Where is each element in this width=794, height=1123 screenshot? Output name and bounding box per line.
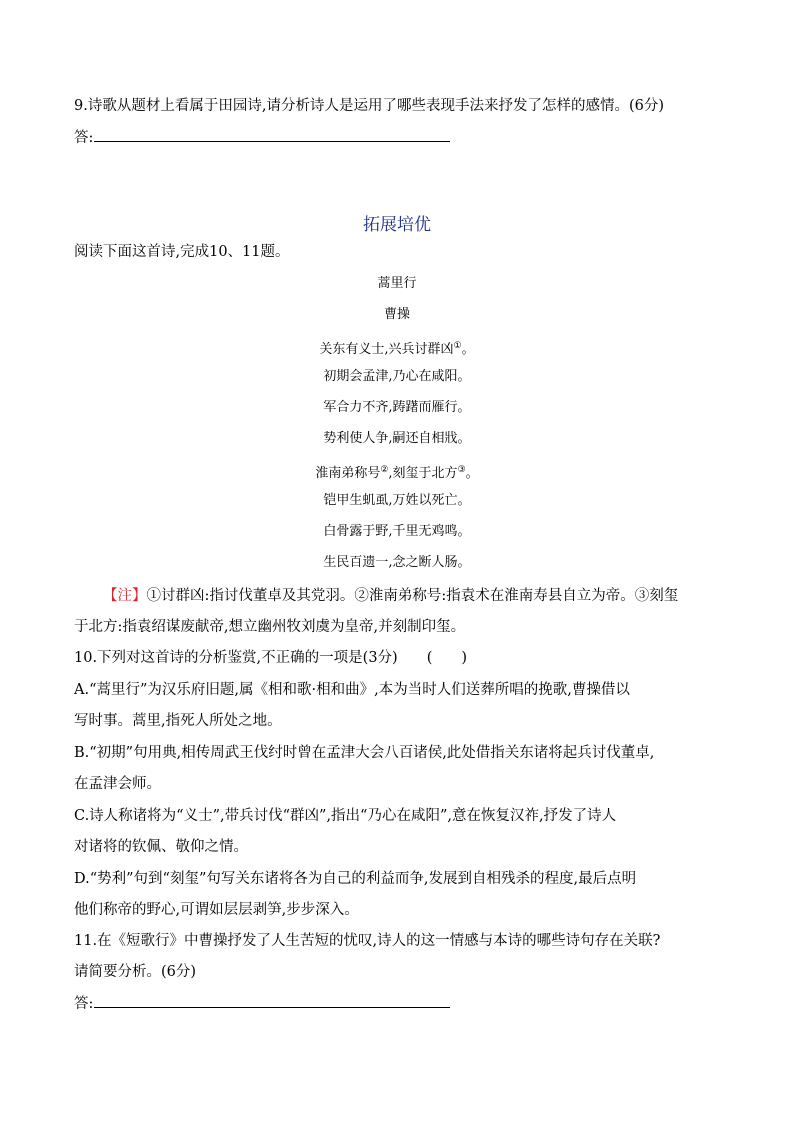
poem-line: 生民百遗一,念之断人肠。 [323, 555, 471, 570]
option-b-cont: 在孟津会师。 [74, 776, 161, 792]
poem-line: 军合力不齐,踌躇而雁行。 [323, 400, 471, 415]
answer-blank-line[interactable] [94, 993, 450, 1008]
answer-label: 答: [74, 996, 94, 1012]
note-tag: 【注】 [103, 588, 147, 604]
section-title: 拓展培优 [363, 215, 431, 235]
option-c: C.诗人称诸将为“义士”,带兵讨伐“群凶”,指出“乃心在咸阳”,意在恢复汉祚,抒发了诗人 [74, 808, 617, 824]
poem-line: 铠甲生虮虱,万姓以死亡。 [323, 493, 471, 508]
poem-title: 蒿里行 [377, 276, 417, 291]
option-d: D.“势利”句到“刻玺”句写关东诸将各为自己的利益而争,发展到自相残杀的程度,最后点明 [74, 871, 637, 887]
reading-instruction: 阅读下面这首诗,完成10、11题。 [74, 244, 290, 260]
footnote-marker: ① [453, 341, 462, 351]
poem-author: 曹操 [383, 307, 410, 322]
note-line-1: 【注】①讨群凶:指讨伐董卓及其党羽。②淮南弟称号:指袁术在淮南寿县自立为帝。③刻玺 [103, 588, 679, 604]
poem-line: 关东有义士,兴兵讨群凶①。 [319, 341, 475, 357]
poem-line: 初期会孟津,乃心在咸阳。 [323, 369, 471, 384]
question-10: 10.下列对这首诗的分析鉴赏,不正确的一项是(3分) ( ) [74, 650, 468, 666]
answer-label: 答: [74, 130, 94, 146]
answer-11[interactable] [74, 993, 450, 1014]
question-11: 11.在《短歌行》中曹操抒发了人生苦短的忧叹,诗人的这一情感与本诗的哪些诗句存在关联? [74, 933, 661, 949]
question-9: 9.诗歌从题材上看属于田园诗,请分析诗人是运用了哪些表现手法来抒发了怎样的感情。(6分) [74, 98, 664, 114]
question-11-cont: 请简要分析。(6分) [74, 964, 197, 980]
option-d-cont: 他们称帝的野心,可谓如层层剥笋,步步深入。 [74, 902, 359, 918]
option-a-cont: 写时事。蒿里,指死人所处之地。 [74, 713, 282, 729]
note-line-2: 于北方:指袁绍谋废献帝,想立幽州牧刘虞为皇帝,并刻制印玺。 [74, 619, 466, 635]
poem-line: 白骨露于野,千里无鸡鸣。 [323, 524, 471, 539]
footnote-marker: ③ [457, 465, 466, 475]
answer-blank-line[interactable] [94, 127, 450, 142]
poem-line: 势利使人争,嗣还自相戕。 [323, 431, 471, 446]
option-c-cont: 对诸将的钦佩、敬仰之情。 [74, 839, 248, 855]
option-a: A.“蒿里行”为汉乐府旧题,属《相和歌·相和曲》,本为当时人们送葬所唱的挽歌,曹操借以 [74, 682, 630, 698]
answer-9[interactable] [74, 127, 450, 148]
option-b: B.“初期”句用典,相传周武王伐纣时曾在孟津大会八百诸侯,此处借指关东诸将起兵讨伐董卓, [74, 745, 655, 761]
footnote-marker: ② [380, 465, 389, 475]
poem-line: 淮南弟称号②,刻玺于北方③。 [315, 465, 479, 481]
